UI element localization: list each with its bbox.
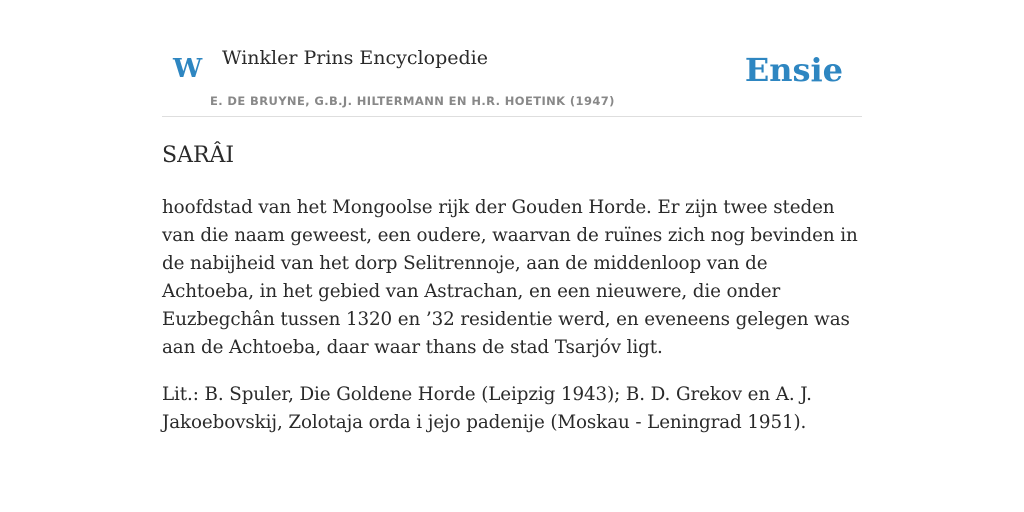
site-header (162, 0, 862, 117)
site-title[interactable]: Winkler Prins Encyclopedie (222, 47, 488, 69)
article-paragraph: hoofdstad van het Mongoolse rijk der Gouden Horde. Er zijn twee steden van die naam geweest, een oudere, waarvan de ruïnes zich nog bevinden in de nabijheid van het dorp Selitrennoje, aan de middenloop van de Achtoeba, in het gebied van Astrachan, en een nieuwere, die onder Euzbegchân tussen 1320 en ’32 residentie werd, en eveneens gelegen was aan de Achtoeba, daar waar thans de stad Tsarjóv ligt. (162, 197, 858, 358)
article (162, 141, 862, 437)
article-body (162, 194, 862, 437)
page (162, 0, 862, 456)
article-literature: Lit.: B. Spuler, Die Goldene Horde (Leipzig 1943); B. D. Grekov en A. J. Jakoebovskij, Zolotaja orda i jejo padenije (Moskau - Leningrad 1951). (162, 384, 812, 433)
winkler-prins-logo-icon[interactable]: W (173, 54, 203, 84)
ensie-brand-link[interactable]: Ensie (744, 51, 843, 89)
site-subtitle: E. DE BRUYNE, G.B.J. HILTERMANN EN H.R. HOETINK (1947) (210, 94, 615, 108)
article-title: SARÂI (162, 143, 235, 168)
